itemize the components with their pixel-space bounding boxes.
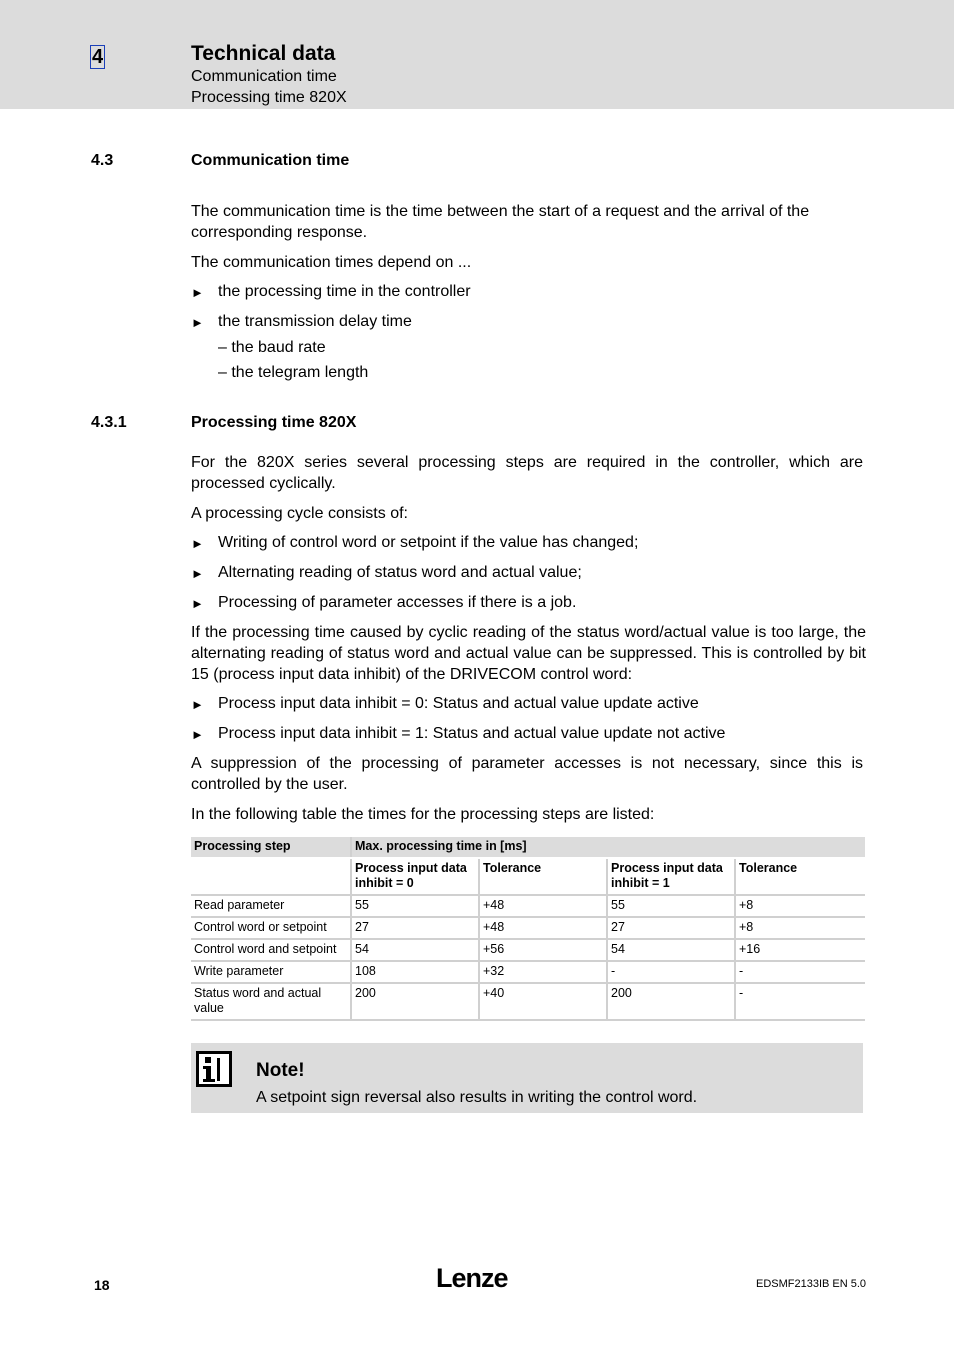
document-id: EDSMF2133IB EN 5.0 <box>756 1278 867 1290</box>
paragraph-depends: The communication times depend on ... <box>191 254 472 271</box>
chapter-number-link[interactable]: 4 <box>91 46 104 68</box>
paragraph-table-intro: In the following table the times for the processing steps are listed: <box>191 806 655 823</box>
bullet-arrow-icon: ► <box>191 596 204 611</box>
paragraph-820x-series: For the 820X series several processing steps are required in the controller, which are processed cyclically. <box>191 454 863 492</box>
table-cell: +48 <box>479 917 607 939</box>
header-subtitle-processing-time: Processing time 820X <box>191 89 347 106</box>
table-cell: 55 <box>351 895 479 917</box>
bullet-arrow-icon: ► <box>191 285 204 300</box>
subsection-title: Processing time 820X <box>191 414 357 431</box>
table-cell: Control word or setpoint <box>191 917 351 939</box>
table-cell: 54 <box>607 939 735 961</box>
lenze-logo: Lenze <box>436 1263 508 1293</box>
table-cell: Status word and actual value <box>191 983 351 1020</box>
subheader-tolerance: Tolerance <box>735 858 865 895</box>
header-band <box>0 0 954 109</box>
bullet-arrow-icon: ► <box>191 697 204 712</box>
subheader-tolerance: Tolerance <box>479 858 607 895</box>
table-cell: +8 <box>735 917 865 939</box>
paragraph-suppression-control: If the processing time caused by cyclic reading of the status word/actual value is too large, the alternating reading of status word and actual value can be suppressed. This is controlled by bit 15 (process input data inhibit) of the DRIVECOM control word: <box>191 624 866 683</box>
table-cell: 200 <box>351 983 479 1020</box>
section-title: Communication time <box>191 152 350 169</box>
table-cell: Read parameter <box>191 895 351 917</box>
info-icon <box>196 1051 232 1087</box>
table-row <box>191 917 865 939</box>
table-cell: +40 <box>479 983 607 1020</box>
table-cell: - <box>735 983 865 1020</box>
table-cell: 54 <box>351 939 479 961</box>
page-number: 18 <box>94 1277 110 1293</box>
paragraph-parameter-access: A suppression of the processing of parameter accesses is not necessary, since this is controlled by the user. <box>191 755 863 793</box>
table-row <box>191 939 865 961</box>
table-cell: +48 <box>479 895 607 917</box>
table-row <box>191 961 865 983</box>
paragraph-definition: The communication time is the time between the start of a request and the arrival of the corresponding response. <box>191 203 810 241</box>
note-text: A setpoint sign reversal also results in writing the control word. <box>256 1089 698 1106</box>
sub-list-item: – the baud rate <box>218 339 326 356</box>
bullet-arrow-icon: ► <box>191 315 204 330</box>
table-cell: 108 <box>351 961 479 983</box>
subheader-inhibit-1: Process input data inhibit = 1 <box>607 858 735 895</box>
bullet-arrow-icon: ► <box>191 536 204 551</box>
table-cell: +32 <box>479 961 607 983</box>
table-cell: +16 <box>735 939 865 961</box>
header-processing-step: Processing step <box>191 837 351 858</box>
chapter-title: Technical data <box>191 42 336 65</box>
processing-time-table <box>191 837 865 1021</box>
table-cell: 27 <box>351 917 479 939</box>
note-title: Note! <box>256 1060 305 1081</box>
table-cell: 27 <box>607 917 735 939</box>
note-box <box>191 1043 863 1113</box>
table-cell: - <box>735 961 865 983</box>
table-row <box>191 983 865 1020</box>
table-cell: Write parameter <box>191 961 351 983</box>
table-cell: +8 <box>735 895 865 917</box>
table-cell <box>191 858 351 895</box>
table-header-row <box>191 837 865 858</box>
bullet-arrow-icon: ► <box>191 566 204 581</box>
header-max-processing-time: Max. processing time in [ms] <box>351 837 865 858</box>
table-subheader-row <box>191 858 865 895</box>
sub-list-item: – the telegram length <box>218 364 369 381</box>
subsection-number: 4.3.1 <box>91 414 127 431</box>
paragraph-cycle-consists: A processing cycle consists of: <box>191 505 408 522</box>
header-subtitle-communication-time: Communication time <box>191 68 337 85</box>
table-cell: +56 <box>479 939 607 961</box>
table-row <box>191 895 865 917</box>
table-cell: 200 <box>607 983 735 1020</box>
table-cell: Control word and setpoint <box>191 939 351 961</box>
bullet-arrow-icon: ► <box>191 727 204 742</box>
subheader-inhibit-0: Process input data inhibit = 0 <box>351 858 479 895</box>
table-cell: 55 <box>607 895 735 917</box>
section-number: 4.3 <box>91 152 114 169</box>
table-cell: - <box>607 961 735 983</box>
